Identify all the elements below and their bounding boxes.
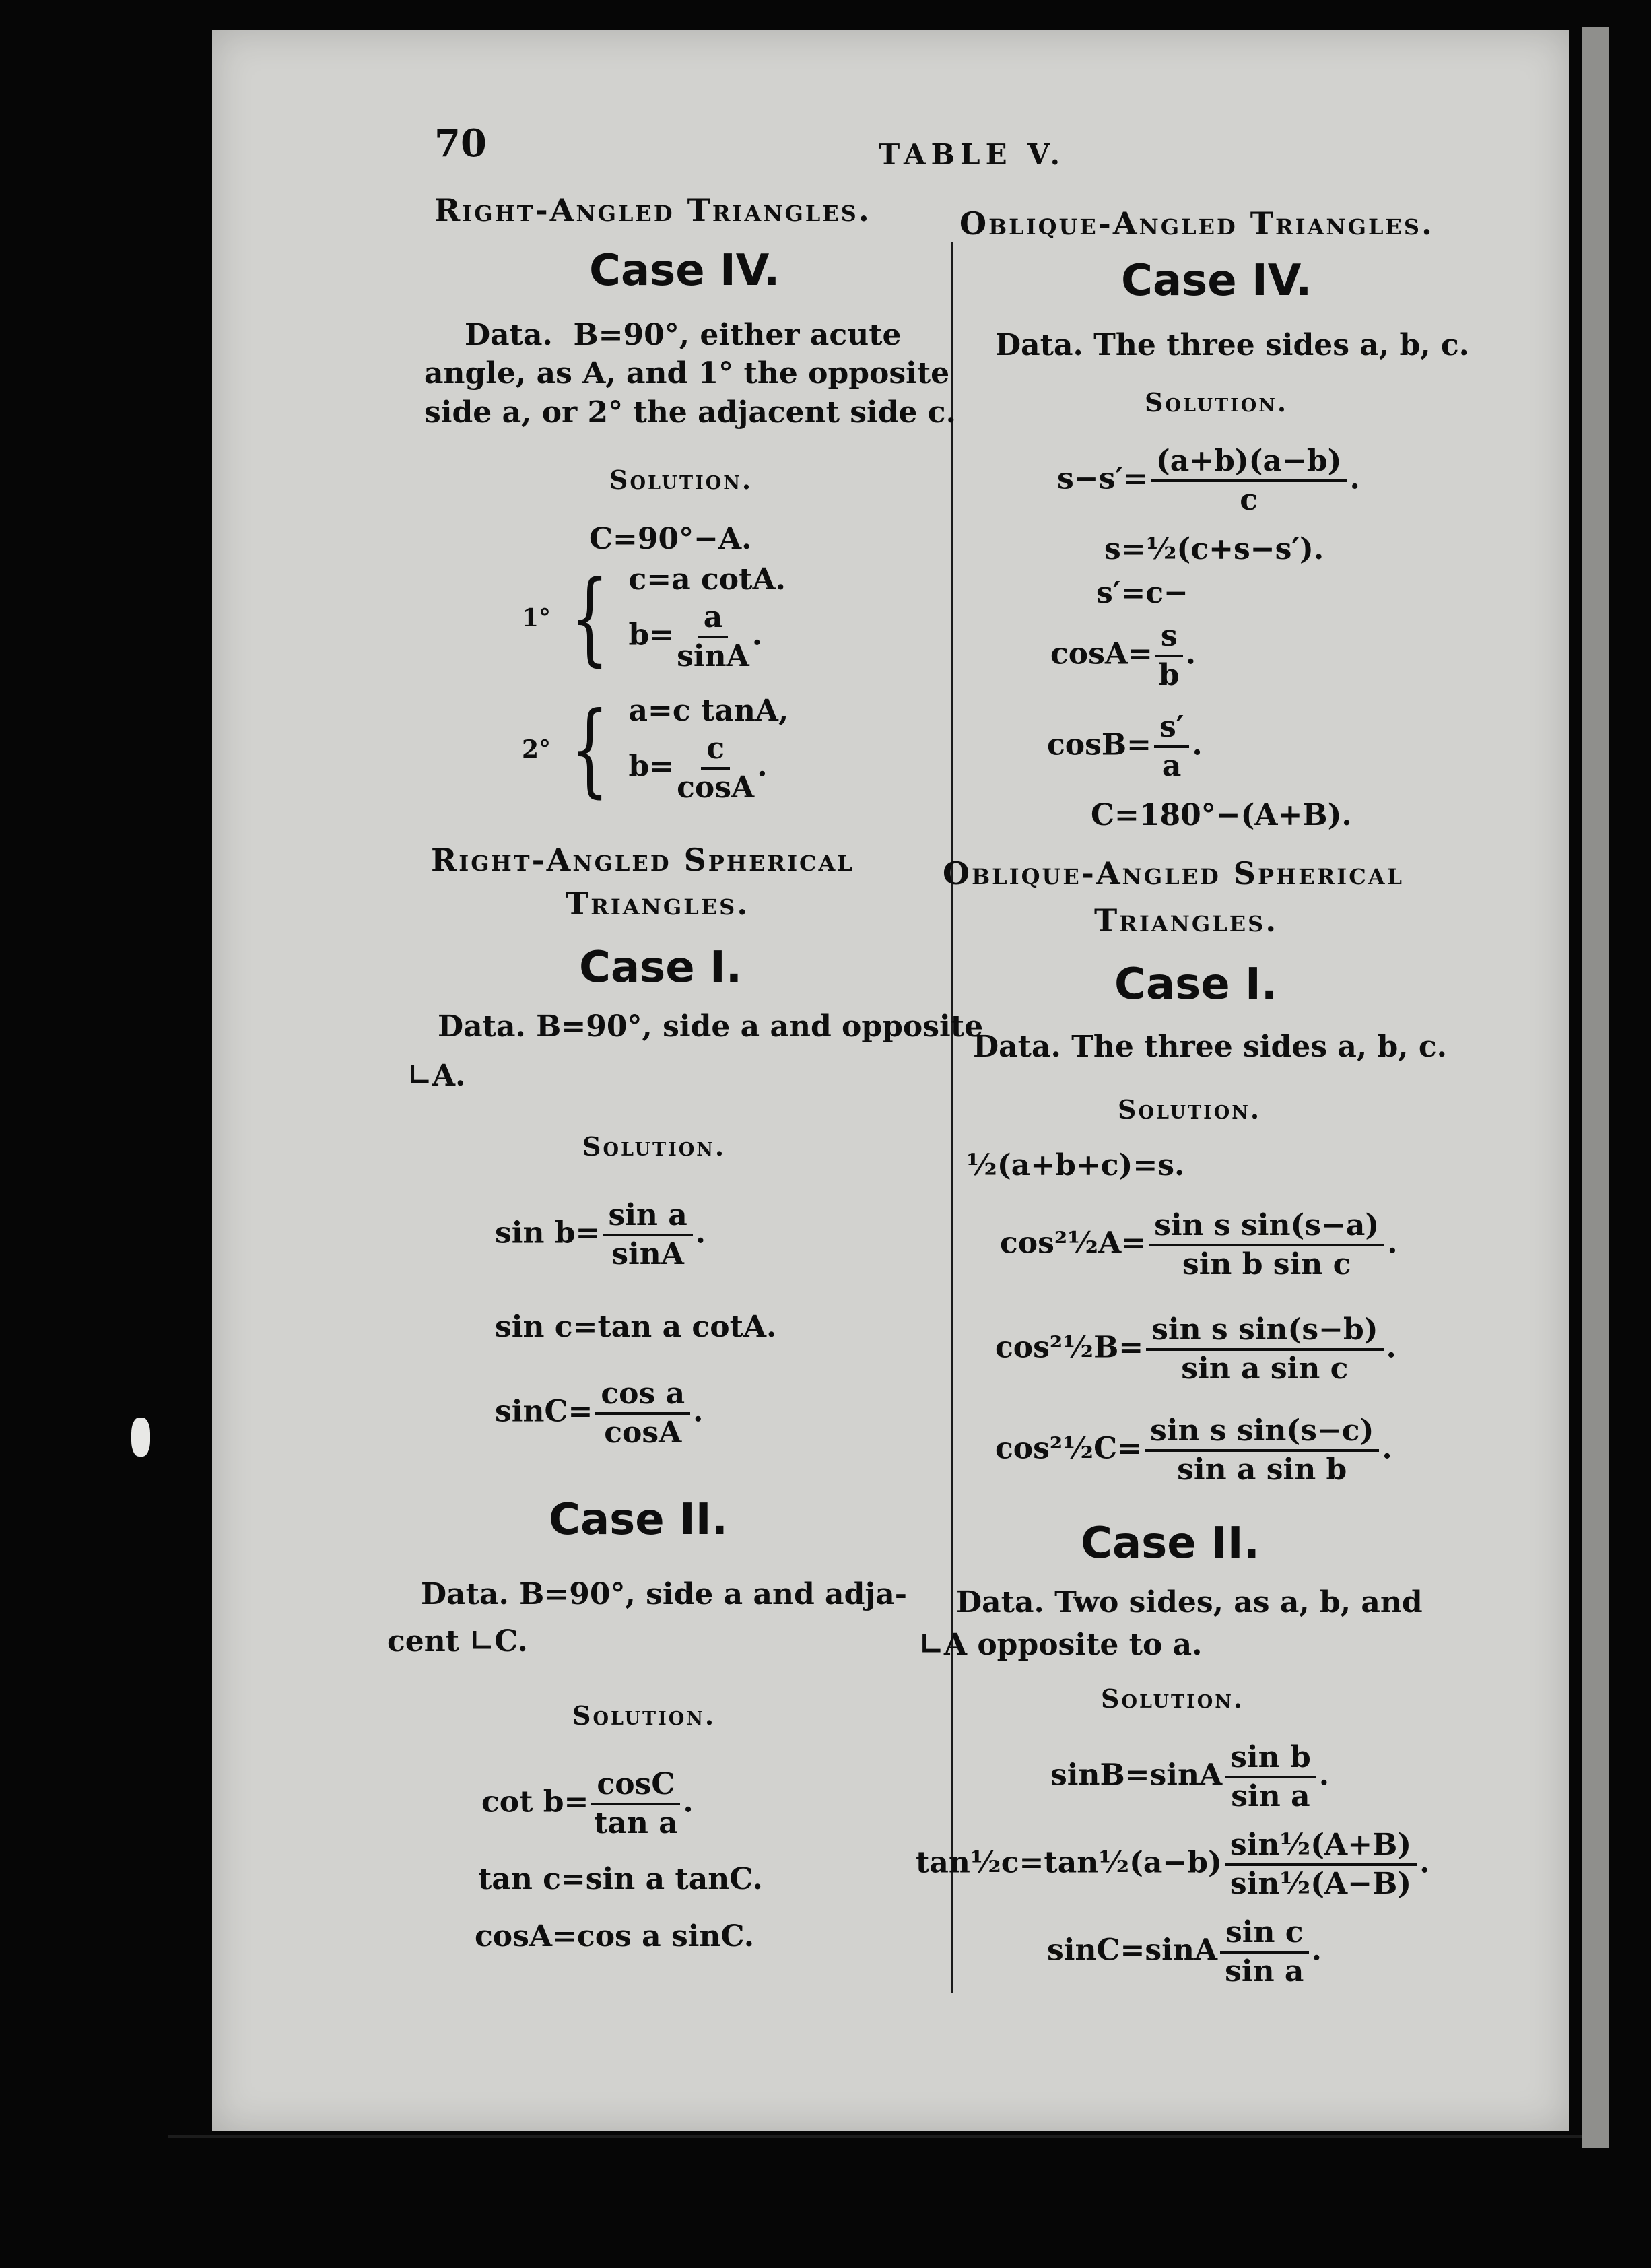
formula-sin-b: sin b= $\frac{\text{sin a}}{\sin A}$ .	[495, 1198, 706, 1271]
solution-label: Solution.	[1101, 1683, 1245, 1714]
formula-c-angle: C=90°−A.	[589, 522, 752, 556]
case-iv-data-left-line1	[465, 316, 902, 354]
formula-s-prime: s′=c−	[1096, 576, 1188, 610]
case-i-data-left-line1: Data. B=90°, side a and opposite	[438, 1009, 984, 1044]
formula-cot-b: cot b= $\frac{\cos C}{\text{tan a}}$ .	[481, 1767, 694, 1840]
solution-label: Solution.	[582, 1131, 727, 1162]
formula-sin-c: sin c=tan a cotA.	[495, 1310, 777, 1344]
case-ii-data-right-line2: ∟A opposite to a.	[919, 1628, 1203, 1662]
case-iv-data-right: Data. The three sides a, b, c.	[995, 328, 1469, 362]
case-iv-data-left-line3: side a, or 2° the adjacent side c.	[424, 395, 956, 430]
case-i-data-right: Data. The three sides a, b, c.	[973, 1030, 1447, 1064]
formula-C-180: C=180°−(A+B).	[1091, 798, 1352, 832]
formula-tan-half-c: tan½c=tan½(a−b) $\frac{\text{sin½(A+B)}}{\text{sin½(A−B)}}$ .	[916, 1828, 1430, 1901]
formula-cos-B: cosB= $\frac{s'}{a}$ .	[1047, 710, 1203, 783]
margin-smudge	[131, 1418, 150, 1457]
solution-label: Solution.	[1118, 1094, 1262, 1125]
case-2-label: 2°	[522, 735, 551, 764]
section-title-oblique-spherical-2: Triangles.	[1094, 902, 1279, 939]
formula-sin-C: sinC= $\frac{\text{cos a}}{\cos A}$ .	[495, 1376, 704, 1450]
left-brace: {	[570, 559, 609, 677]
left-brace: {	[570, 690, 609, 808]
case-2-formula-group	[522, 690, 789, 808]
formula-b-sin: b= $\frac{a}{\sin A}$ .	[628, 600, 763, 673]
section-title-right-angled-triangles: Right-Angled Triangles.	[434, 192, 871, 228]
case-iv-data-left-line2: angle, as A, and 1° the opposite	[424, 356, 950, 391]
section-title-oblique-triangles: Oblique-Angled Triangles.	[959, 205, 1434, 242]
section-title-oblique-spherical-1: Oblique-Angled Spherical	[943, 855, 1405, 892]
formula-s: s=½(c+s−s′).	[1104, 532, 1324, 566]
formula-half-perimeter: ½(a+b+c)=s.	[966, 1148, 1185, 1182]
data-label: Data.	[465, 318, 553, 352]
case-ii-data-left-line1: Data. B=90°, side a and adja-	[421, 1577, 908, 1611]
page-number: 70	[434, 121, 487, 166]
formula-tan-c: tan c=sin a tanC.	[478, 1862, 763, 1896]
formula-sin-B: sinB=sinA $\frac{\text{sin b}}{\text{sin a}}$ .	[1050, 1740, 1330, 1813]
formula-cos2-half-B: cos²½B= $\frac{\text{sin s sin(s−b)}}{\text{sin a sin c}}$ .	[995, 1312, 1396, 1386]
formula-cos-A: cosA=cos a sinC.	[475, 1919, 755, 1954]
formula-c-cot: c=a cotA.	[628, 562, 786, 597]
case-1-label: 1°	[522, 603, 551, 632]
formula-s-minus-s-prime: s−s′= $\frac{(a+b)(a-b)}{c}$ .	[1057, 444, 1360, 517]
formula-cos2-half-A: cos²½A= $\frac{\text{sin s sin(s−a)}}{\text{sin b sin c}}$ .	[1000, 1208, 1398, 1281]
formula-cos2-half-C: cos²½C= $\frac{\text{sin s sin(s−c)}}{\text{sin a sin b}}$ .	[995, 1413, 1392, 1487]
section-title-right-spherical-2: Triangles.	[566, 886, 750, 922]
formula-sin-C: sinC=sinA $\frac{\text{sin c}}{\text{sin a}}$ .	[1047, 1915, 1322, 1989]
formula-b-cos: b= $\frac{c}{\cos A}$ .	[628, 731, 768, 805]
case-i-data-left-line2: ∟A.	[407, 1059, 466, 1093]
case-iv-title-right: Case IV.	[1121, 256, 1312, 306]
page-bottom-rule	[168, 2135, 1582, 2138]
solution-label: Solution.	[572, 1700, 716, 1731]
case-iv-title-left: Case IV.	[589, 246, 780, 296]
case-ii-title-left: Case II.	[549, 1495, 728, 1545]
case-i-title-left: Case I.	[579, 943, 743, 993]
case-ii-data-right-line1: Data. Two sides, as a, b, and	[956, 1585, 1423, 1620]
case-ii-title-right: Case II.	[1081, 1519, 1260, 1568]
running-head: TABLE V.	[879, 138, 1066, 171]
solution-label: Solution.	[1145, 387, 1289, 418]
solution-label: Solution.	[609, 465, 753, 495]
formula-cos-A: cosA= $\frac{s}{b}$ .	[1050, 619, 1197, 692]
next-page-edge	[1582, 27, 1609, 2148]
case-i-title-right: Case I.	[1114, 960, 1278, 1009]
case-ii-data-left-line2: cent ∟C.	[387, 1624, 528, 1659]
formula-a-tan: a=c tanA,	[628, 694, 789, 728]
data-text: B=90°, either acute	[573, 318, 902, 352]
column-divider	[951, 242, 953, 1993]
section-title-right-spherical-1: Right-Angled Spherical	[431, 842, 854, 878]
case-1-formula-group	[522, 559, 786, 677]
